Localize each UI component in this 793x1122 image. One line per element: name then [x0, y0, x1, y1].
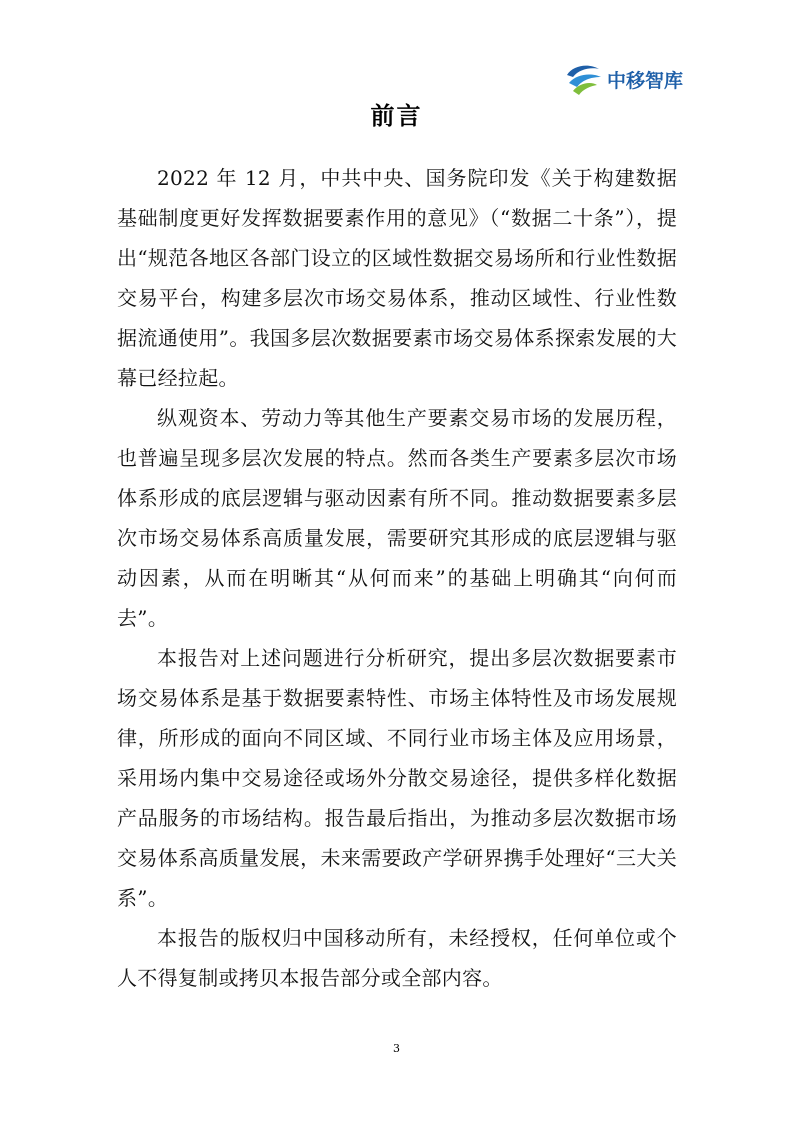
page-number: 3 — [393, 1042, 400, 1055]
paragraph-3: 本报告对上述问题进行分析研究，提出多层次数据要素市场交易体系是基于数据要素特性、市场主体特性及市场发展规律，所形成的面向不同区域、不同行业市场主体及应用场景，采用场内集中交易途径或场外分散交易途径，提供多样化数据产品服务的市场结构。报告最后指出，为推动多层次数据市场交易体系高质量发展，未来需要政产学研界携手处理好“三大关系”。 — [117, 646, 677, 910]
header-logo — [563, 60, 693, 98]
paragraph-4: 本报告的版权归中国移动所有，未经授权，任何单位或个人不得复制或拷贝本报告部分或全部内容。 — [117, 926, 677, 990]
paragraph-2: 纵观资本、劳动力等其他生产要素交易市场的发展历程，也普遍呈现多层次发展的特点。然而各类生产要素多层次市场体系形成的底层逻辑与驱动因素有所不同。推动数据要素多层次市场交易体系高质量发展，需要研究其形成的底层逻辑与驱动因素，从而在明晰其“从何而来”的基础上明确其“向何而去”。 — [117, 406, 677, 630]
paragraph-1: 2022 年 12 月，中共中央、国务院印发《关于构建数据基础制度更好发挥数据要素作用的意见》（“数据二十条”），提出“规范各地区各部门设立的区域性数据交易场所和行业性数据交易平台，构建多层次市场交易体系，推动区域性、行业性数据流通使用”。我国多层次数据要素市场交易体系探索发展的大幕已经拉起。 — [117, 166, 677, 390]
page-title: 前言 — [370, 102, 423, 130]
logo-text: 中移智库 — [607, 69, 684, 92]
body-text — [117, 158, 677, 998]
china-mobile-swirl-icon — [563, 61, 603, 97]
